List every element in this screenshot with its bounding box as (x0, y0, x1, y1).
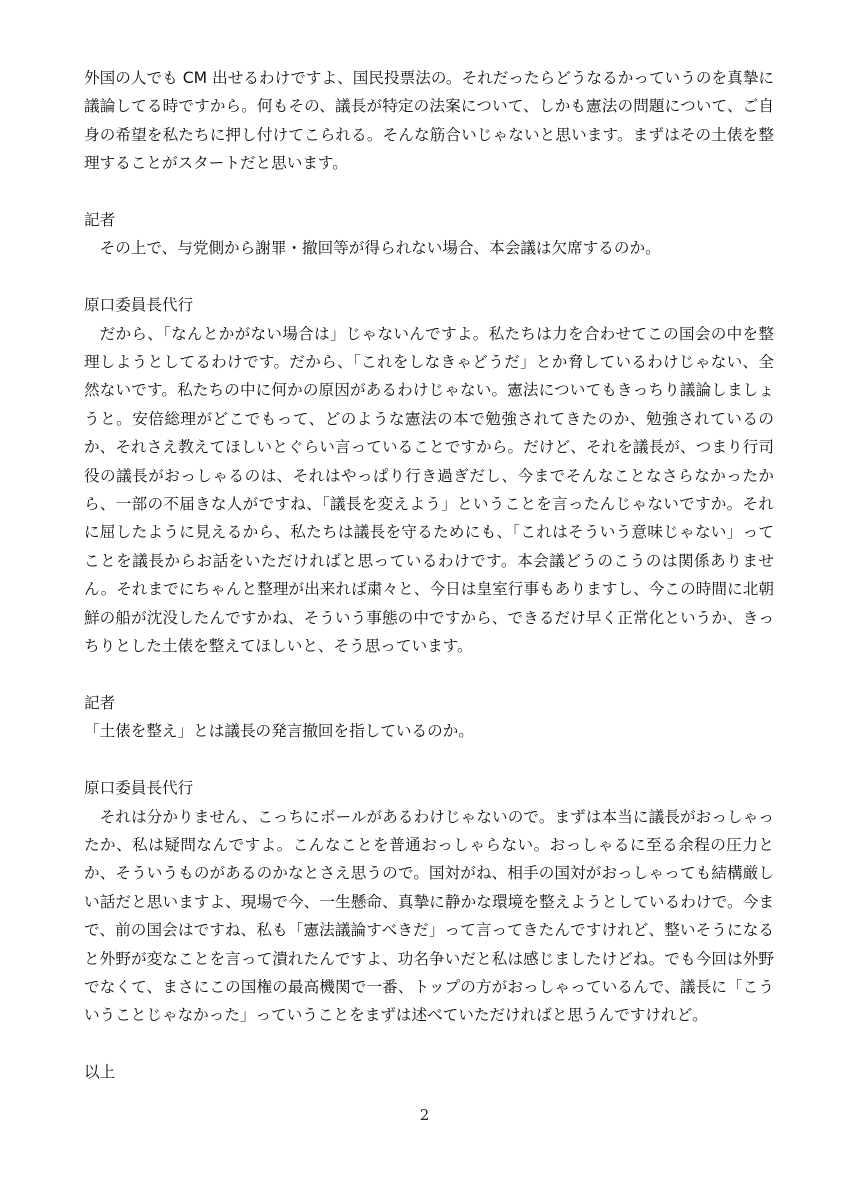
page-number: 2 (419, 1106, 430, 1124)
speaker-label-reporter: 記者 (84, 211, 116, 230)
spacer (84, 263, 774, 291)
spacer (84, 178, 774, 206)
reporter-question-1: その上で、与党側から謝罪・撤回等が得られない場合、本会議は欠席するのか。 (99, 239, 661, 258)
reporter-question-2: 「土俵を整え」とは議長の発言撤回を指しているのか。 (84, 722, 474, 741)
document-body (84, 64, 774, 1087)
speaker-label-haraguchi: 原口委員長代行 (84, 296, 194, 315)
haraguchi-answer-2: それは分かりません、こっちにボールがあるわけじゃないので。まずは本当に議長がおっしゃったか、私は疑問なんですよ。こんなことを普通おっしゃらない。おっしゃるに至る余程の圧力とか、そういうものがあるのかなとさえ思うので。国対がね、相手の国対がおっしゃっても結構厳しい話だと思いますよ、現場で今、一生懸命、真摯に静かな環境を整えようとしているわけで。今まで、前の国会はですね、私も「憲法議論すべきだ」って言ってきたんですけれど、整いそうになると外野が変なことを言って潰れたんですよ、功名争いだと私は感じましたけどね。でも今回は外野でなくて、まさにこの国権の最高機関で一番、トップの方がおっしゃっているんで、議長に「こういうことじゃなかった」っていうことをまずは述べていただければと思うんですけれど。 (84, 807, 774, 1025)
speaker-label-reporter: 記者 (84, 693, 116, 712)
speaker-label-haraguchi: 原口委員長代行 (84, 779, 194, 798)
spacer (84, 661, 774, 689)
spacer (84, 1030, 774, 1058)
haraguchi-answer-1: だから、「なんとかがない場合は」じゃないんですよ。私たちは力を合わせてこの国会の中を整理しようとしてるわけです。だから、「これをしなきゃどうだ」とか脅しているわけじゃない、全然ないです。私たちの中に何かの原因があるわけじゃない。憲法についてもきっちり議論しましょうと。安倍総理がどこでもって、どのような憲法の本で勉強されてきたのか、勉強されているのか、それさえ教えてほしいとぐらい言っていることですから。だけど、それを議長が、つまり行司役の議長がおっしゃるのは、それはやっぱり行き過ぎだし、今までそんなことなさらなかったから、一部の不届きな人がですね、「議長を変えよう」ということを言ったんじゃないですか。それに屈したように見えるから、私たちは議長を守るためにも、「これはそういう意味じゃない」ってことを議長からお話をいただければと思っているわけです。本会議どうのこうのは関係ありません。それまでにちゃんと整理が出来れば粛々と、今日は皇室行事もありますし、今この時間に北朝鮮の船が沈没したんですかね、そういう事態の中ですから、できるだけ早く正常化というか、きっちりとした土俵を整えてほしいと、そう思っています。 (84, 324, 774, 656)
spacer (84, 746, 774, 774)
intro-paragraph: 外国の人でも CM 出せるわけですよ、国民投票法の。それだったらどうなるかっていうのを真摯に議論してる時ですから。何もその、議長が特定の法案について、しかも憲法の問題について、ご自身の希望を私たちに押し付けてこられる。そんな筋合いじゃないと思います。まずはその土俵を整理することがスタートだと思います。 (84, 69, 774, 173)
closing-mark: 以上 (84, 1063, 116, 1082)
